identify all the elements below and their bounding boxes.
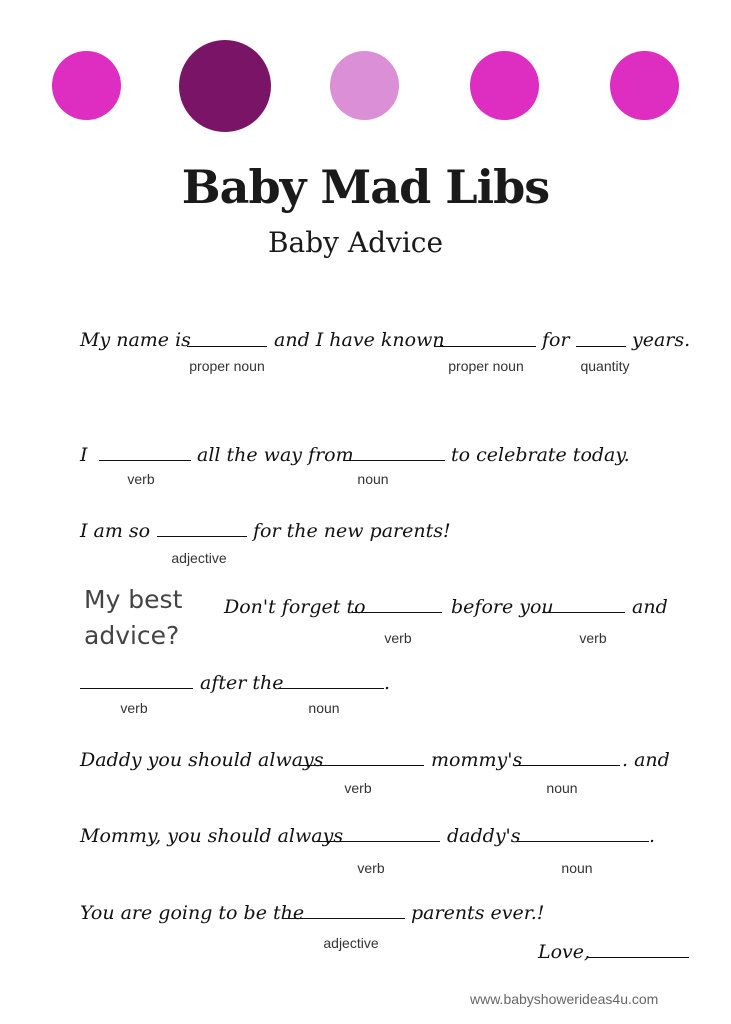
line4-text-c: and	[632, 596, 668, 618]
line2-blank-1[interactable]	[99, 460, 191, 461]
line7-text-a: Mommy, you should always	[80, 825, 344, 847]
dot-2	[179, 40, 271, 132]
line3-text-a: I am so	[80, 520, 151, 542]
dot-1	[52, 51, 121, 120]
line6-text-a: Daddy you should always	[80, 749, 324, 771]
line5-text-c: .	[384, 672, 391, 694]
line7-hint-1: verb	[357, 860, 385, 876]
line8-hint-1: adjective	[323, 935, 379, 951]
sign-blank[interactable]	[587, 957, 689, 958]
line1-text-d: years.	[632, 329, 691, 351]
line1-text-a: My name is	[80, 329, 191, 351]
line7-text-c: .	[649, 825, 656, 847]
line4-text-a: Don't forget to	[224, 596, 366, 618]
dot-4	[470, 51, 539, 120]
line8-text-a: You are going to be the	[80, 902, 305, 924]
line2-blank-2[interactable]	[343, 460, 445, 461]
line4-text-b: before you	[451, 596, 554, 618]
line7-blank-2[interactable]	[516, 841, 649, 842]
line5-hint-2: noun	[308, 700, 340, 716]
line4-hint-1: verb	[384, 630, 412, 646]
line5-text-b: after the	[200, 672, 284, 694]
line4-blank-2[interactable]	[542, 612, 625, 613]
line1-hint-1: proper noun	[189, 358, 265, 374]
line6-text-b: mommy's	[431, 749, 523, 771]
line1-blank-3[interactable]	[576, 346, 626, 347]
line7-blank-1[interactable]	[316, 841, 440, 842]
line1-blank-2[interactable]	[434, 346, 536, 347]
line1-text-b: and I have known	[274, 329, 445, 351]
line1-hint-2: proper noun	[448, 358, 524, 374]
line5-blank-2[interactable]	[278, 688, 384, 689]
line2-text-a: I	[80, 444, 88, 466]
line5-blank-1[interactable]	[80, 688, 193, 689]
line6-blank-1[interactable]	[300, 765, 424, 766]
line1-hint-3: quantity	[580, 358, 630, 374]
line6-blank-2[interactable]	[515, 765, 620, 766]
line3-blank-1[interactable]	[157, 536, 247, 537]
line1-blank-1[interactable]	[187, 346, 267, 347]
line2-text-c: to celebrate today.	[451, 444, 630, 466]
line2-hint-1: verb	[127, 471, 155, 487]
line3-hint-1: adjective	[171, 550, 227, 566]
line5-hint-1: verb	[120, 700, 148, 716]
line2-text-b: all the way from	[197, 444, 354, 466]
line6-hint-1: verb	[344, 780, 372, 796]
line7-text-b: daddy's	[447, 825, 521, 847]
line8-text-b: parents ever.!	[411, 902, 545, 924]
line8-blank-1[interactable]	[283, 918, 405, 919]
sign-text: Love,	[538, 941, 591, 963]
line1-text-c: for	[542, 329, 570, 351]
line4-hint-2: verb	[579, 630, 607, 646]
line3-text-b: for the new parents!	[253, 520, 451, 542]
line6-hint-2: noun	[546, 780, 578, 796]
line6-text-c: . and	[622, 749, 670, 771]
dot-3	[330, 51, 399, 120]
advice-label: My best advice?	[84, 585, 183, 650]
website-url: www.babyshowerideas4u.com	[470, 991, 659, 1007]
page-subtitle: Baby Advice	[267, 226, 444, 259]
line2-hint-2: noun	[357, 471, 389, 487]
line4-blank-1[interactable]	[352, 612, 442, 613]
dot-5	[610, 51, 679, 120]
line7-hint-2: noun	[561, 860, 593, 876]
page-title: Baby Mad Libs	[181, 160, 550, 214]
